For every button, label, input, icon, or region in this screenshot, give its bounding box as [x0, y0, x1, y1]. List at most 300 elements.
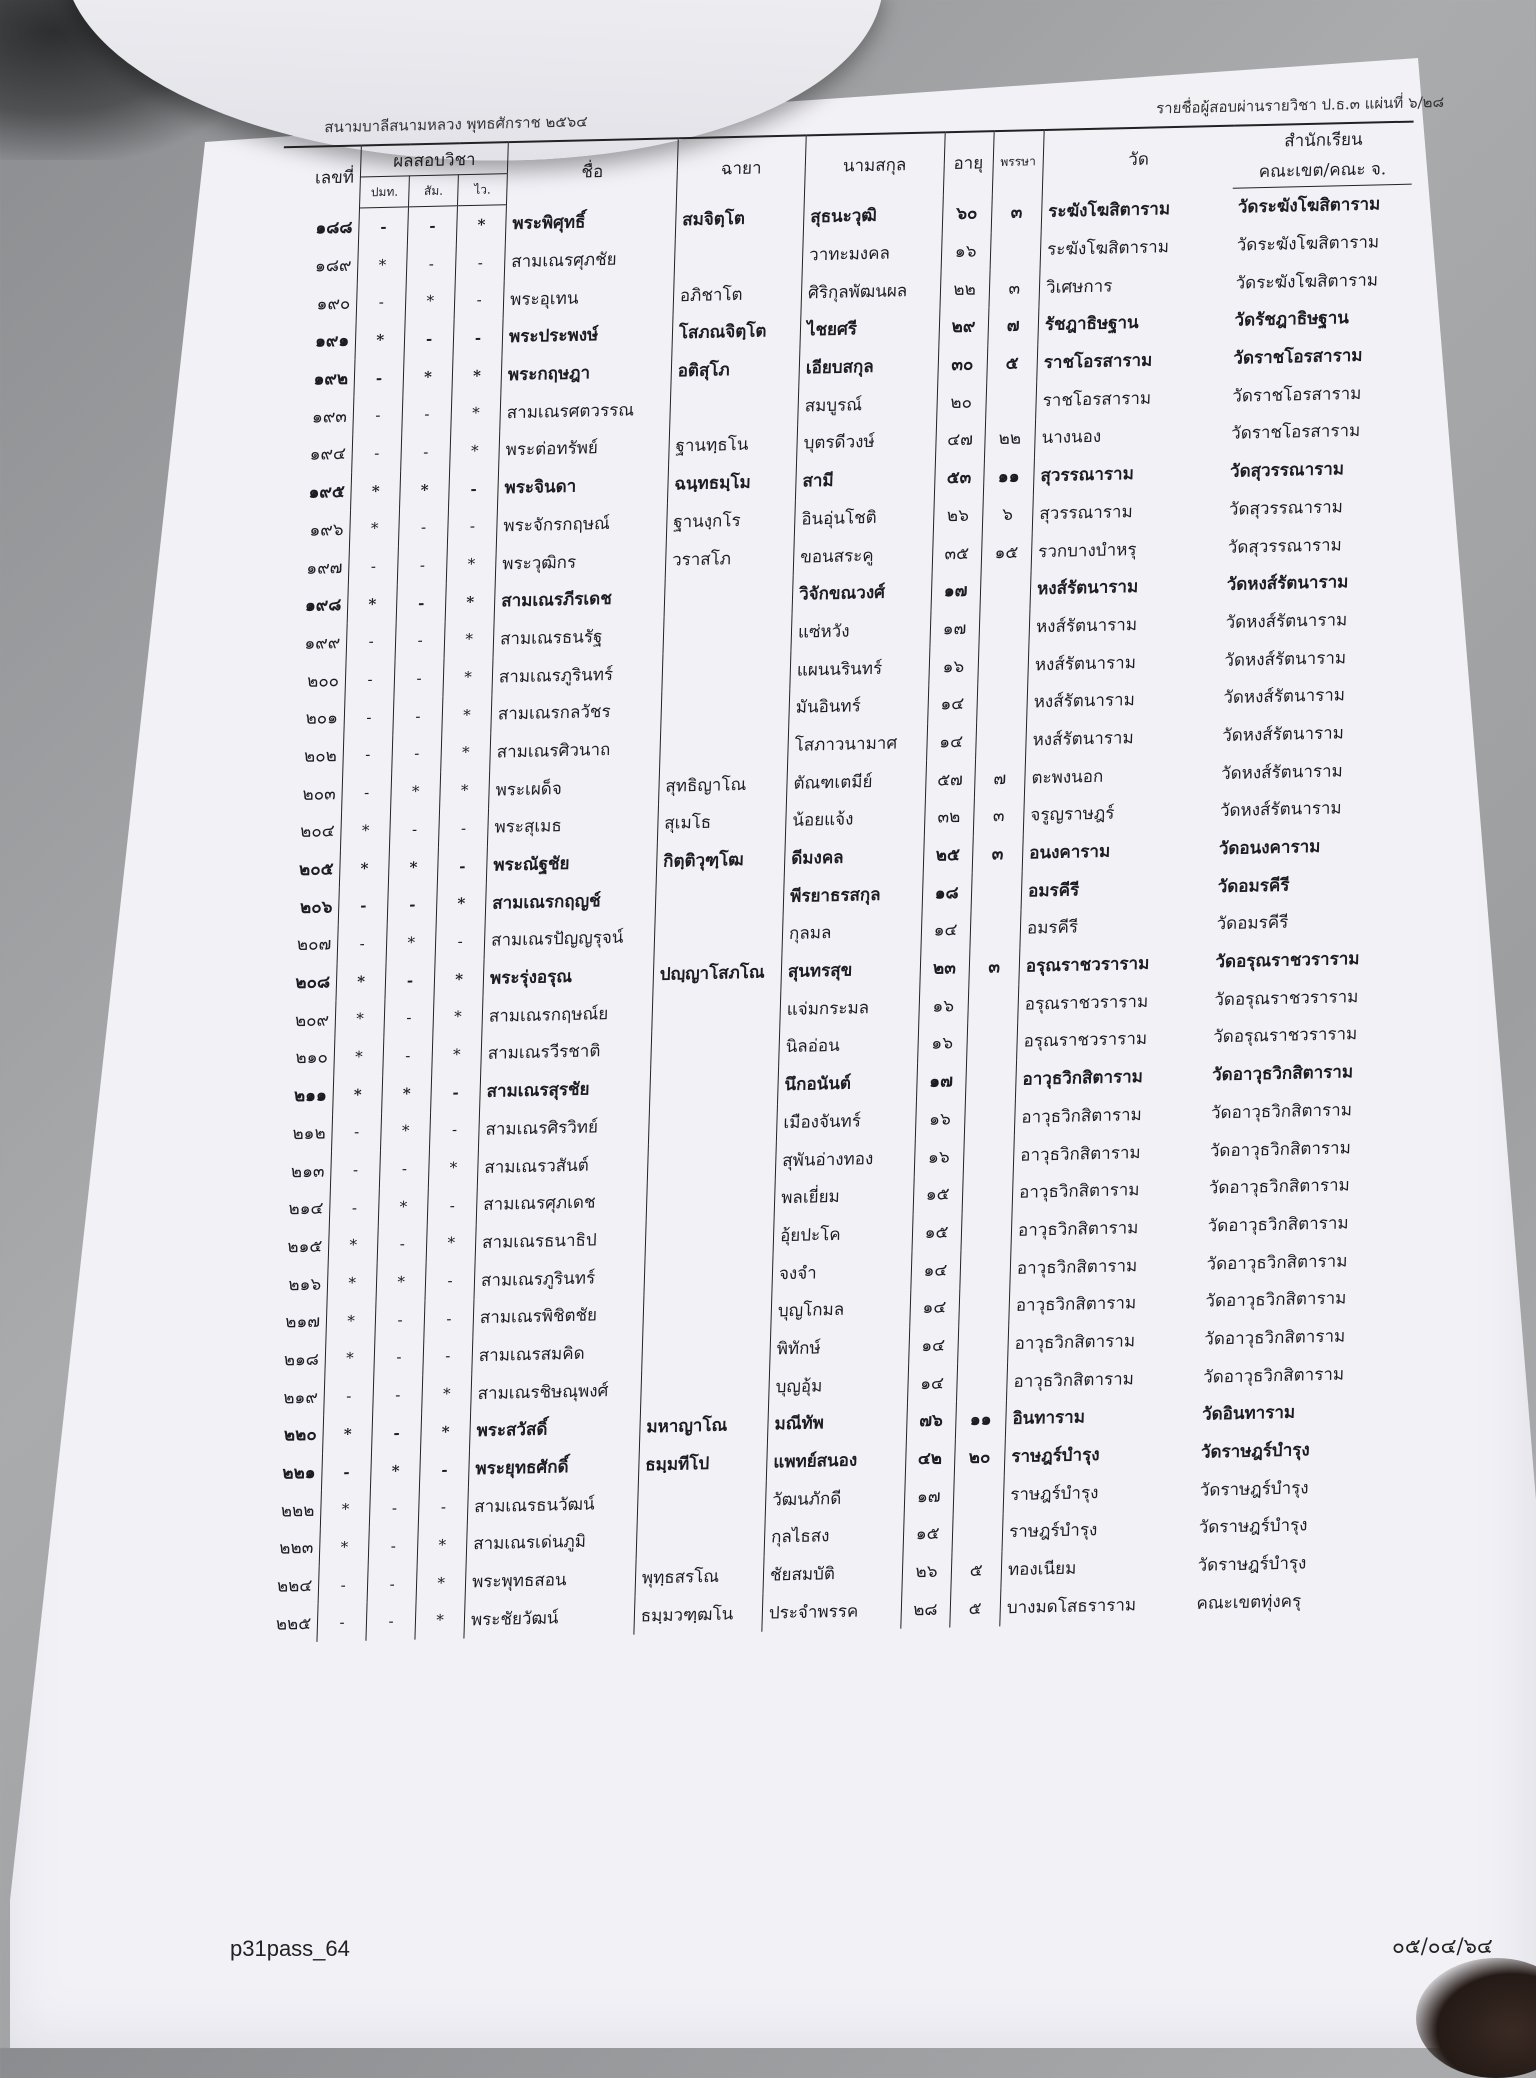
cell-wat: อาวุธวิกสิตาราม [1009, 1283, 1200, 1325]
cell-s2: - [373, 1376, 423, 1415]
cell-office: วัดราชโอรสาราม [1230, 421, 1361, 445]
cell-name: สามเณรธนวัฒน์ [467, 1484, 638, 1526]
cell-phansa: ๕ [950, 1551, 1002, 1590]
cell-office: วัดอาวุธวิกสิตาราม [1205, 1288, 1347, 1312]
cell-s1: - [354, 358, 404, 397]
cell-no: ๒๐๖ [299, 897, 333, 918]
cell-s3: - [438, 809, 488, 848]
cell-name: สามเณรศุภชัย [504, 239, 675, 281]
cell-name: พระอุเทน [503, 277, 674, 319]
cell-s2: - [406, 244, 456, 283]
cell-chaya: ปญฺญาโสภโณ [653, 953, 782, 994]
cell-name: สามเณรภีรเดช [494, 579, 665, 621]
cell-s2: * [386, 923, 436, 962]
cell-s3: - [435, 922, 485, 961]
cell-s2: - [402, 395, 452, 434]
cell-age: ๑๗ [904, 1477, 954, 1516]
cell-s3: * [422, 1375, 472, 1414]
cell-no: ๒๐๔ [299, 821, 335, 843]
cell-chaya [652, 991, 781, 1032]
cell-phansa [975, 721, 1027, 760]
cell-chaya: ธมฺมวฑฺฒโน [634, 1594, 763, 1635]
cell-no: ๒๑๓ [290, 1161, 325, 1182]
cell-s2: * [378, 1187, 428, 1226]
cell-office: วัดอาวุธวิกสิตาราม [1209, 1137, 1352, 1162]
cell-name: สามเณรศิรวิทย์ [478, 1107, 649, 1149]
cell-wat: อนงคาราม [1022, 830, 1213, 872]
cell-no: ๒๑๘ [283, 1349, 320, 1371]
cell-age: ๑๖ [915, 1100, 965, 1139]
cell-name: สามเณรพิชิตชัย [473, 1295, 644, 1337]
cell-name: พระรุ่งอรุณ [483, 956, 654, 998]
cell-office: วัดหงส์รัตนาราม [1219, 798, 1342, 822]
cell-surname: ชัยสมบัติ [763, 1553, 903, 1594]
cell-s1: - [344, 698, 394, 737]
cell-chaya [663, 613, 792, 654]
cell-s3: - [453, 318, 503, 357]
cell-s1: * [355, 321, 405, 360]
cell-s2: * [371, 1451, 421, 1490]
cell-chaya [670, 387, 799, 428]
cell-wat: ราชโอรสาราม [1037, 340, 1228, 382]
cell-chaya [654, 915, 783, 956]
cell-chaya [649, 1066, 778, 1107]
cell-s1: - [343, 736, 393, 775]
cell-name: พระพุทธสอน [465, 1559, 636, 1601]
cell-phansa [971, 872, 1023, 911]
cell-s2: - [394, 659, 444, 698]
cell-no: ๑๙๑ [314, 331, 350, 352]
cell-phansa [963, 1136, 1015, 1175]
cell-no: ๒๑๑ [293, 1085, 328, 1107]
cell-age: ๒๖ [902, 1552, 952, 1591]
cell-phansa [962, 1174, 1014, 1213]
cell-age: ๒๒ [940, 270, 990, 309]
cell-s3: * [433, 997, 483, 1036]
cell-wat: บางมดโสธราราม [1000, 1584, 1191, 1626]
cell-s2: - [401, 433, 451, 472]
cell-no: ๑๙๖ [309, 519, 344, 541]
cell-phansa [956, 1362, 1008, 1401]
cell-s3: * [452, 356, 502, 395]
cell-no: ๑๙๓ [311, 406, 348, 428]
cell-name: สามเณรธนาธิป [475, 1220, 646, 1262]
cell-wat: อาวุธวิกสิตาราม [1013, 1132, 1204, 1174]
cell-chaya: สมจิตฺโต [675, 198, 804, 239]
cell-name: สามเณรวีรชาติ [481, 1031, 652, 1073]
cell-chaya: สุเมโธ [657, 802, 786, 843]
cell-s2: - [407, 206, 457, 245]
cell-surname: แซ่หวัง [791, 610, 931, 651]
cell-s1: - [324, 1377, 374, 1416]
cell-office: วัดอมรคีรี [1216, 913, 1289, 935]
cell-surname: พิทักษ์ [770, 1327, 910, 1368]
cell-s1: - [348, 547, 398, 586]
col-name: ชื่อ [506, 138, 678, 204]
cell-office: วัดอาวุธวิกสิตาราม [1206, 1250, 1348, 1275]
cell-s2: - [398, 508, 448, 547]
cell-wat: หงส์รัตนาราม [1028, 641, 1219, 683]
cell-office: วัดอรุณราชวราราม [1212, 1024, 1358, 1048]
cell-s3: * [432, 1035, 482, 1074]
cell-s3: - [437, 846, 487, 885]
cell-chaya [642, 1330, 771, 1371]
cell-phansa [957, 1325, 1009, 1364]
cell-phansa: ๖ [982, 495, 1034, 534]
cell-age: ๑๖ [914, 1137, 964, 1176]
cell-wat: อรุณราชวราราม [1018, 981, 1209, 1023]
cell-no: ๒๑๐ [295, 1047, 329, 1069]
cell-s3: * [428, 1148, 478, 1187]
cell-name: สามเณรธนรัฐ [493, 616, 664, 658]
cell-surname: วาทะมงคล [802, 233, 942, 274]
cell-s1: - [358, 207, 408, 246]
cell-phansa [958, 1287, 1010, 1326]
cell-surname: ขอนสระคู [793, 535, 933, 576]
cell-age: ๕๗ [925, 760, 975, 799]
cell-wat: ราษฎร์บำรุง [1002, 1509, 1193, 1551]
cell-phansa [985, 382, 1037, 421]
cell-age: ๑๗ [931, 571, 981, 610]
cell-s3: * [451, 394, 501, 433]
cell-wat: รัชฎาธิษฐาน [1038, 302, 1229, 344]
cell-s1: - [345, 660, 395, 699]
cell-s2: - [385, 961, 435, 1000]
cell-s2: - [366, 1602, 416, 1641]
cell-wat: อรุณราชวราราม [1017, 1019, 1208, 1061]
cell-wat: สุวรรณาราม [1032, 490, 1223, 532]
cell-wat: ตะพงนอก [1024, 755, 1215, 797]
cell-phansa: ๒๐ [954, 1438, 1006, 1477]
cell-s2: - [393, 697, 443, 736]
cell-phansa [965, 1061, 1017, 1100]
cell-age: ๑๔ [909, 1288, 959, 1327]
cell-wat: อาวุธวิกสิตาราม [1014, 1094, 1205, 1136]
cell-office: วัดระฆังโฆสิตาราม [1237, 194, 1381, 218]
cell-chaya [661, 689, 790, 730]
cell-wat: ราษฎร์บำรุง [1004, 1434, 1195, 1476]
cell-chaya: ฐานงฺกโร [666, 500, 795, 541]
cell-phansa [966, 1023, 1018, 1062]
cell-s3: - [425, 1261, 475, 1300]
cell-office: วัดอาวุธวิกสิตาราม [1202, 1364, 1345, 1388]
cell-s2: - [404, 319, 454, 358]
col-s2: สัม. [409, 175, 459, 207]
cell-wat: อาวุธวิกสิตาราม [1012, 1169, 1203, 1211]
cell-wat: ระฆังโฆสิตาราม [1041, 188, 1232, 231]
cell-s3: - [423, 1337, 473, 1376]
col-s1: ปมท. [360, 176, 410, 208]
cell-office: วัดราชโอรสาราม [1233, 345, 1363, 369]
cell-no: ๒๐๘ [295, 972, 331, 994]
cell-surname: สามี [795, 459, 935, 500]
cell-name: สามเณรภูรินทร์ [492, 654, 663, 696]
cell-name: พระยุทธศักดิ์ [468, 1446, 639, 1488]
cell-surname: ศิริกุลพัฒนผล [801, 271, 941, 312]
cell-phansa: ๓ [973, 797, 1025, 836]
col-phansa: พรรษา [992, 130, 1044, 194]
cell-office: วัดอาวุธวิกสิตาราม [1210, 1100, 1353, 1124]
cell-age: ๓๒ [924, 798, 974, 837]
cell-office: คณะเขตทุ่งครุ [1196, 1591, 1302, 1614]
cell-name: พระณัฐชัย [486, 843, 657, 885]
cell-chaya: ฐานทฺธโน [668, 425, 797, 466]
cell-office: วัดหงส์รัตนาราม [1220, 761, 1344, 784]
cell-s2: * [376, 1263, 426, 1302]
cell-no: ๒๑๗ [285, 1311, 321, 1333]
cell-chaya [655, 877, 784, 918]
cell-chaya [647, 1141, 776, 1182]
cell-phansa: ๕ [949, 1589, 1001, 1628]
cell-phansa [970, 910, 1022, 949]
cell-s2: - [392, 734, 442, 773]
cell-no: ๒๑๖ [288, 1274, 322, 1296]
cell-s3: - [419, 1450, 469, 1489]
cell-phansa: ๓ [972, 834, 1024, 873]
cell-phansa [953, 1476, 1005, 1515]
cell-chaya [659, 727, 788, 768]
cell-name: สามเณรกฤญช์ [485, 880, 656, 922]
cell-name: สามเณรภูรินทร์ [474, 1258, 645, 1300]
cell-chaya [644, 1255, 773, 1296]
cell-surname: นึกอนันต์ [778, 1063, 918, 1104]
col-office-title: สำนักเรียน [1233, 122, 1413, 158]
cell-age: ๒๓ [919, 949, 969, 988]
cell-surname: นิลอ่อน [779, 1025, 919, 1066]
cell-no: ๒๒๕ [275, 1613, 312, 1635]
cell-phansa [978, 608, 1030, 647]
cell-age: ๑๖ [917, 1024, 967, 1063]
cell-chaya [640, 1368, 769, 1409]
cell-surname: วัฒนภักดี [765, 1478, 905, 1519]
cell-no: ๒๐๙ [294, 1010, 330, 1031]
cell-chaya [645, 1217, 774, 1258]
cell-s1: * [335, 1000, 385, 1039]
cell-office: วัดอาวุธวิกสิตาราม [1208, 1175, 1351, 1199]
cell-wat: หงส์รัตนาราม [1029, 604, 1220, 646]
cell-surname: พีรยาธรสกุล [783, 874, 923, 915]
cell-age: ๑๖ [928, 647, 978, 686]
cell-surname: บุญอุ้ม [769, 1365, 909, 1406]
cell-s1: * [320, 1490, 370, 1529]
cell-name: พระกฤษฎา [501, 352, 672, 394]
cell-office: วัดราษฎร์บำรุง [1198, 1515, 1308, 1539]
cell-chaya [662, 651, 791, 692]
cell-wat: ทองเนียม [1001, 1547, 1192, 1589]
cell-surname: เอียบสกุล [799, 346, 939, 387]
cell-name: สามเณรศตวรรณ [500, 390, 671, 432]
col-s3: ไว. [458, 174, 508, 206]
cell-surname: บุญโกมล [771, 1289, 911, 1330]
cell-wat: รวกบางบำหรุ [1031, 528, 1222, 570]
cell-no: ๑๙๔ [309, 444, 347, 466]
cell-s1: - [331, 1150, 381, 1189]
cell-phansa: ๑๑ [955, 1400, 1007, 1439]
cell-s1: * [351, 471, 401, 510]
cell-s1: - [317, 1603, 367, 1642]
cell-chaya: พุทฺธสรโณ [635, 1556, 764, 1597]
cell-age: ๗๖ [906, 1401, 956, 1440]
cell-s2: - [396, 584, 446, 623]
cell-s2: - [369, 1489, 419, 1528]
cell-office: วัดราษฎร์บำรุง [1197, 1553, 1307, 1576]
cell-office: วัดรัชฎาธิษฐาน [1234, 308, 1350, 332]
cell-age: ๒๕ [923, 835, 973, 874]
cell-no: ๑๘๘ [315, 217, 353, 239]
cell-chaya [646, 1179, 775, 1220]
cell-age: ๔๒ [905, 1439, 955, 1478]
cell-age: ๕๓ [934, 458, 984, 497]
cell-phansa [967, 985, 1019, 1024]
cell-phansa: ๑๕ [981, 533, 1033, 572]
cell-s1: * [325, 1339, 375, 1378]
col-surname: นามสกุล [804, 132, 944, 198]
cell-office: วัดหงส์รัตนาราม [1223, 685, 1346, 709]
cell-chaya [674, 236, 803, 277]
cell-s3: * [443, 658, 493, 697]
col-office: คณะเขต/คณะ จ. [1232, 153, 1412, 188]
cell-wat: ราษฎร์บำรุง [1003, 1471, 1194, 1513]
cell-office: วัดอรุณราชวราราม [1215, 949, 1360, 973]
cell-name: พระจักรกฤษณ์ [496, 503, 667, 545]
cell-s3: * [456, 205, 506, 244]
cell-s2: - [390, 810, 440, 849]
cell-office: วัดหงส์รัตนาราม [1226, 572, 1349, 596]
cell-age: ๑๖ [918, 986, 968, 1025]
cell-phansa: ๓ [968, 947, 1020, 986]
cell-s1: * [319, 1528, 369, 1567]
cell-s2: * [388, 848, 438, 887]
cell-s2: - [374, 1338, 424, 1377]
footer-code: p31pass_64 [230, 1936, 350, 1961]
cell-phansa [977, 646, 1029, 685]
cell-s2: - [377, 1225, 427, 1264]
cell-chaya [636, 1519, 765, 1560]
cell-s3: * [436, 884, 486, 923]
cell-surname: ประจำพรรค [762, 1591, 902, 1632]
cell-name: สามเณรสมคิด [472, 1333, 643, 1375]
cell-chaya [643, 1292, 772, 1333]
cell-wat: อรุณราชวราราม [1019, 943, 1210, 985]
cell-no: ๒๑๒ [292, 1123, 326, 1145]
cell-age: ๒๖ [933, 496, 983, 535]
cell-s3: * [434, 960, 484, 999]
cell-s3: * [415, 1601, 465, 1640]
cell-wat: อาวุธวิกสิตาราม [1016, 1056, 1207, 1098]
cell-chaya: กิตฺติวุฑฺโฒ [656, 840, 785, 881]
cell-wat: อาวุธวิกสิตาราม [1010, 1245, 1201, 1287]
cell-surname: อินอุ่นโชติ [794, 497, 934, 538]
cell-name: พระชัยวัฒน์ [464, 1597, 635, 1639]
cell-s3: - [418, 1488, 468, 1527]
cell-s3: * [440, 771, 490, 810]
col-age: อายุ [943, 131, 994, 195]
cell-age: ๑๔ [921, 911, 971, 950]
cell-name: สามเณรกฤษณ์ย [482, 994, 653, 1036]
cell-age: ๑๔ [910, 1250, 960, 1289]
cell-no: ๒๐๗ [296, 934, 332, 956]
cell-s2: - [395, 621, 445, 660]
cell-name: พระต่อทรัพย์ [499, 428, 670, 470]
cell-s3: - [424, 1299, 474, 1338]
cell-wat: จรูญราษฎร์ [1023, 792, 1214, 834]
cell-age: ๑๕ [903, 1514, 953, 1553]
cell-office: วัดอาวุธวิกสิตาราม [1211, 1062, 1354, 1086]
cell-office: วัดอาวุธวิกสิตาราม [1204, 1326, 1346, 1350]
cell-s1: - [318, 1565, 368, 1604]
cell-name: พระสุเมธ [487, 805, 658, 847]
cell-s2: * [381, 1112, 431, 1151]
cell-name: สามเณรชิษณุพงศ์ [471, 1371, 642, 1413]
cell-wat: หงส์รัตนาราม [1027, 679, 1218, 721]
cell-s1: * [327, 1264, 377, 1303]
cell-s3: * [421, 1412, 471, 1451]
cell-no: ๒๑๕ [287, 1236, 323, 1258]
cell-no: ๒๑๔ [288, 1198, 324, 1220]
cell-wat: ราชโอรสาราม [1036, 377, 1227, 419]
cell-surname: สุธนะวุฒิ [803, 195, 943, 236]
cell-surname: ไชยศรี [800, 308, 940, 349]
cell-office: วัดระฆังโฆสิตาราม [1236, 232, 1380, 256]
cell-s3: * [441, 733, 491, 772]
cell-office: วัดสุวรรณาราม [1229, 459, 1345, 483]
footer-date: ๐๕/๐๔/๖๔ [1392, 1934, 1493, 1958]
cell-s2: * [400, 470, 450, 509]
cell-wat: ระฆังโฆสิตาราม [1040, 226, 1231, 268]
cell-office: วัดราษฎร์บำรุง [1199, 1478, 1309, 1501]
cell-no: ๒๐๓ [302, 783, 337, 805]
cell-office: วัดหงส์รัตนาราม [1221, 723, 1345, 747]
cell-no: ๒๒๑ [282, 1462, 316, 1484]
results-table [239, 121, 1413, 1644]
cell-no: ๒๑๙ [283, 1387, 319, 1409]
cell-name: สามเณรสุรชัย [480, 1069, 651, 1111]
cell-s1: * [350, 509, 400, 548]
cell-name: สามเณรศิวนาถ [490, 729, 661, 771]
cell-age: ๓๐ [937, 345, 987, 384]
cell-s3: * [450, 432, 500, 471]
cell-age: ๖๐ [942, 194, 992, 233]
cell-chaya: ฉนฺทธมฺโม [667, 462, 796, 503]
cell-s2: - [379, 1149, 429, 1188]
cell-surname: ดีมงคล [784, 837, 924, 878]
cell-surname: กุลไธสง [764, 1516, 904, 1557]
cell-s3: - [427, 1186, 477, 1225]
cell-surname: มณีทัพ [767, 1402, 907, 1443]
cell-name: สามเณรปัญญรุจน์ [484, 918, 655, 960]
cell-wat: อาวุธวิกสิตาราม [1007, 1358, 1198, 1400]
cell-s1: - [352, 434, 402, 473]
cell-surname: สุพันอ่างทอง [775, 1138, 915, 1179]
cell-chaya: สุทธิญาโณ [658, 764, 787, 805]
cell-office: วัดอินทาราม [1201, 1402, 1296, 1426]
cell-s1: * [323, 1415, 373, 1454]
cell-s1: * [357, 245, 407, 284]
col-group-results: ผลสอบวิชา [361, 142, 509, 177]
cell-phansa [976, 683, 1028, 722]
cell-phansa: ๓ [991, 193, 1043, 232]
cell-s3: - [430, 1111, 480, 1150]
cell-phansa: ๕ [986, 344, 1038, 383]
col-no: เลขที่ [282, 145, 361, 209]
cell-s1: * [336, 962, 386, 1001]
cell-s3: * [416, 1563, 466, 1602]
cell-phansa: ๓ [989, 268, 1041, 307]
cell-no: ๑๙๕ [308, 482, 346, 503]
cell-office: วัดระฆังโฆสิตาราม [1235, 270, 1379, 294]
cell-age: ๑๔ [908, 1326, 958, 1365]
cell-surname: แผนนรินทร์ [790, 648, 930, 689]
